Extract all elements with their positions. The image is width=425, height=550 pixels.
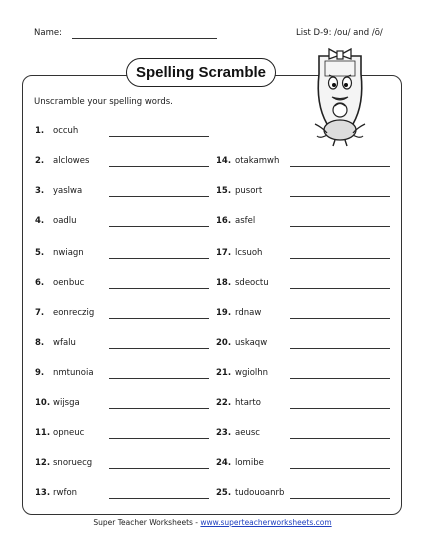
answer-line[interactable]	[109, 166, 209, 167]
scrambled-word: oenbuc	[53, 278, 85, 288]
footer-text: Super Teacher Worksheets -	[93, 518, 201, 527]
item-number: 16.	[216, 216, 232, 226]
scrambled-word: alclowes	[53, 156, 90, 166]
answer-line[interactable]	[290, 226, 390, 227]
item-number: 21.	[216, 368, 232, 378]
footer-link[interactable]: www.superteacherworksheets.com	[200, 518, 332, 527]
page-title: Spelling Scramble	[126, 58, 276, 87]
name-label: Name:	[34, 28, 62, 38]
item-number: 23.	[216, 428, 232, 438]
scrambled-word: tudouoanrb	[235, 488, 285, 498]
answer-line[interactable]	[290, 318, 390, 319]
scrambled-word: lomibe	[235, 458, 264, 468]
answer-line[interactable]	[290, 288, 390, 289]
answer-line[interactable]	[109, 288, 209, 289]
scrambled-word: asfel	[235, 216, 256, 226]
item-number: 5.	[35, 248, 45, 258]
item-number: 10.	[35, 398, 51, 408]
scrambled-word: otakamwh	[235, 156, 280, 166]
scrambled-word: oadlu	[53, 216, 77, 226]
answer-line[interactable]	[109, 136, 209, 137]
item-number: 4.	[35, 216, 45, 226]
name-line[interactable]	[72, 38, 217, 39]
scrambled-word: wfalu	[53, 338, 76, 348]
item-number: 19.	[216, 308, 232, 318]
item-number: 8.	[35, 338, 45, 348]
answer-line[interactable]	[290, 498, 390, 499]
answer-line[interactable]	[109, 468, 209, 469]
scrambled-word: nwiagn	[53, 248, 84, 258]
item-number: 17.	[216, 248, 232, 258]
scrambled-word: pusort	[235, 186, 263, 196]
item-number: 2.	[35, 156, 45, 166]
item-number: 13.	[35, 488, 51, 498]
item-number: 22.	[216, 398, 232, 408]
answer-line[interactable]	[290, 196, 390, 197]
answer-line[interactable]	[290, 438, 390, 439]
answer-line[interactable]	[290, 348, 390, 349]
answer-line[interactable]	[290, 408, 390, 409]
scrambled-word: sdeoctu	[235, 278, 269, 288]
item-number: 25.	[216, 488, 232, 498]
item-number: 18.	[216, 278, 232, 288]
answer-line[interactable]	[109, 318, 209, 319]
scrambled-word: lcsuoh	[235, 248, 263, 258]
footer	[0, 518, 425, 527]
answer-line[interactable]	[109, 196, 209, 197]
answer-line[interactable]	[109, 378, 209, 379]
scrambled-word: rdnaw	[235, 308, 262, 318]
scrambled-word: htarto	[235, 398, 261, 408]
scrambled-word: opneuc	[53, 428, 85, 438]
scrambled-word: rwfon	[53, 488, 78, 498]
scrambled-word: wgiolhn	[235, 368, 269, 378]
item-number: 15.	[216, 186, 232, 196]
answer-line[interactable]	[109, 498, 209, 499]
answer-line[interactable]	[109, 438, 209, 439]
item-number: 11.	[35, 428, 51, 438]
item-number: 7.	[35, 308, 45, 318]
scrambled-word: uskaqw	[235, 338, 268, 348]
answer-line[interactable]	[290, 166, 390, 167]
item-number: 3.	[35, 186, 45, 196]
answer-line[interactable]	[109, 348, 209, 349]
answer-line[interactable]	[290, 258, 390, 259]
item-number: 6.	[35, 278, 45, 288]
answer-line[interactable]	[290, 468, 390, 469]
scrambled-word: nmtunoia	[53, 368, 94, 378]
scrambled-word: yaslwa	[53, 186, 83, 196]
scrambled-word: wijsga	[53, 398, 80, 408]
item-number: 20.	[216, 338, 232, 348]
scrambled-word: aeusc	[235, 428, 260, 438]
answer-line[interactable]	[109, 408, 209, 409]
item-number: 24.	[216, 458, 232, 468]
answer-line[interactable]	[109, 226, 209, 227]
item-number: 12.	[35, 458, 51, 468]
item-number: 9.	[35, 368, 45, 378]
instructions: Unscramble your spelling words.	[34, 97, 173, 107]
scrambled-word: occuh	[53, 126, 79, 136]
scrambled-word: snoruecg	[53, 458, 93, 468]
gift-box-character-icon	[305, 40, 375, 148]
list-label: List D-9: /ou/ and /ō/	[296, 28, 383, 38]
item-number: 14.	[216, 156, 232, 166]
answer-line[interactable]	[290, 378, 390, 379]
item-number: 1.	[35, 126, 45, 136]
answer-line[interactable]	[109, 258, 209, 259]
scrambled-word: eonreczig	[53, 308, 95, 318]
